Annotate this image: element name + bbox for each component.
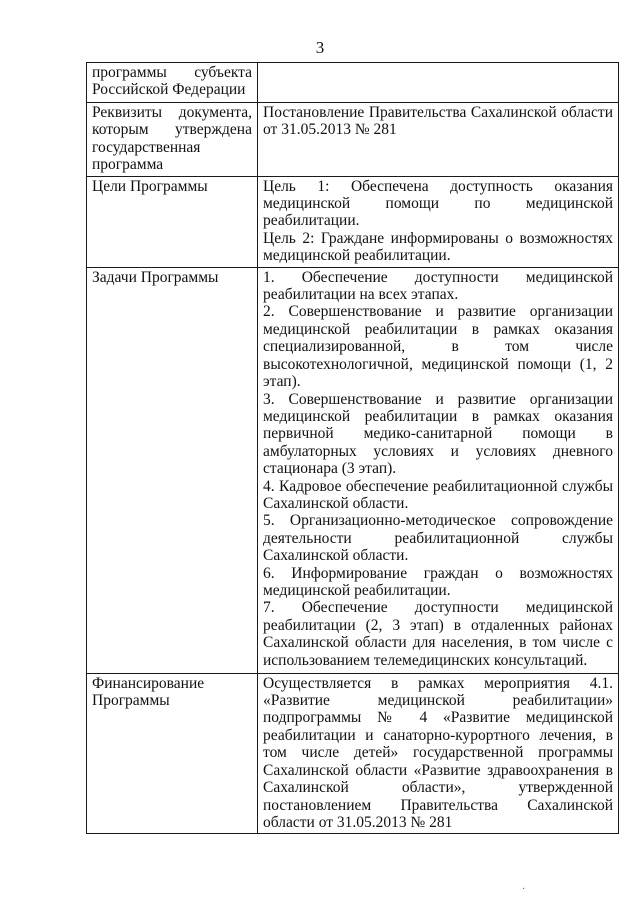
row-label: Финансирование Программы — [87, 673, 258, 834]
scan-speck: · — [522, 884, 526, 895]
row-content — [258, 267, 619, 673]
table-row — [87, 63, 619, 103]
content-paragraph: 7. Обеспечение доступности медицинской реабилитации (2, 3 этап) в отдаленных районах Сахалинской области для населения, в том числе с использованием телемедицинских консультаций. — [263, 599, 613, 669]
table-row — [87, 673, 619, 834]
content-paragraph: Цель 1: Обеспечена доступность оказания медицинской помощи по медицинской реабилитации. — [263, 177, 613, 230]
table-row — [87, 267, 619, 673]
content-paragraph: 3. Совершенствование и развитие организации медицинской реабилитации в рамках оказания первичной медико-санитарной помощи в амбулаторных условиях и условиях дневного стационара (3 этап). — [263, 390, 613, 478]
content-paragraph: 5. Организационно-методическое сопровождение деятельности реабилитационной службы Сахалинской области. — [263, 512, 613, 565]
content-paragraph: Осуществляется в рамках мероприятия 4.1. «Развитие медицинской реабилитации» подпрограммы № 4 «Развитие медицинской реабилитации и санаторно-курортного лечения, в том числе детей» государственной программы Сахалинской области «Развитие здравоохранения в Сахалинской области», утвержденной постановлением Правительства Сахалинской области от 31.05.2013 № 281 — [263, 674, 613, 831]
content-paragraph: 1. Обеспечение доступности медицинской реабилитации на всех этапах. — [263, 268, 613, 304]
table-row — [87, 176, 619, 267]
row-label: Задачи Программы — [87, 267, 258, 673]
content-paragraph: 6. Информирование граждан о возможностях медицинской реабилитации. — [263, 564, 613, 599]
row-label: Реквизиты документа, которым утверждена государственная программа — [87, 103, 258, 177]
page-number: 3 — [315, 38, 325, 57]
row-content — [258, 673, 619, 834]
program-passport-table — [86, 62, 619, 834]
row-content — [258, 176, 619, 267]
content-paragraph: 4. Кадровое обеспечение реабилитационной службы Сахалинской области. — [263, 477, 613, 512]
row-content — [258, 103, 619, 177]
content-paragraph: Цель 2: Граждане информированы о возможностях медицинской реабилитации. — [263, 229, 613, 265]
row-label: программы субъекта Российской Федерации — [87, 63, 258, 103]
content-paragraph: 2. Совершенствование и развитие организации медицинской реабилитации в рамках оказания специализированной, в том числе высокотехнологичной, медицинской помощи (1, 2 этап). — [263, 303, 613, 391]
content-paragraph: Постановление Правительства Сахалинской области от 31.05.2013 № 281 — [263, 104, 613, 139]
table-row — [87, 103, 619, 177]
row-content — [258, 63, 619, 103]
row-label: Цели Программы — [87, 176, 258, 267]
